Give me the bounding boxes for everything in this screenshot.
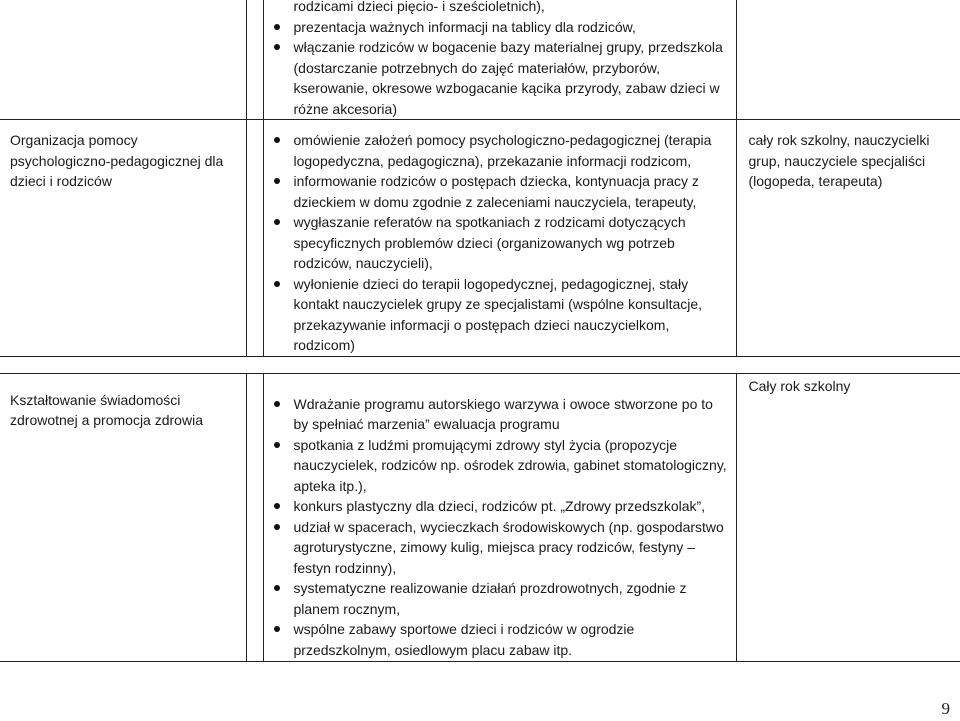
responsible-text: cały rok szkolny, nauczycielki grup, nauczyciele specjaliści (logopeda, terapeuta) bbox=[748, 132, 930, 189]
list-item bbox=[264, 130, 730, 171]
list-item bbox=[264, 394, 730, 435]
list-item bbox=[264, 17, 730, 38]
topic-cell bbox=[0, 0, 246, 120]
responsible-cell bbox=[736, 120, 960, 357]
list-item-text: informowanie rodziców o postępach dziecka, kontynuacja pracy z dzieckiem w domu zgodnie z zaleceniami nauczyciela, terapeuty, bbox=[293, 173, 699, 210]
topic-text bbox=[0, 0, 246, 10]
activities-cell bbox=[263, 120, 736, 357]
responsible-cell bbox=[736, 0, 960, 120]
topic-text: Kształtowanie świadomości zdrowotnej a promocja zdrowia bbox=[10, 391, 203, 428]
bullet-icon bbox=[274, 626, 280, 632]
page-number: 9 bbox=[941, 699, 950, 718]
table-row bbox=[0, 120, 960, 357]
topic-cell bbox=[0, 120, 246, 357]
bullet-icon bbox=[274, 524, 280, 530]
bullet-column-cell bbox=[246, 0, 263, 120]
list-item bbox=[264, 496, 730, 517]
spacer-cell bbox=[0, 356, 960, 373]
list-item-text: Wdrażanie programu autorskiego warzywa i owoce stworzone po to by spełniać marzenia” ewaluacja programu bbox=[293, 395, 713, 432]
responsible-text bbox=[737, 0, 960, 10]
list-item bbox=[264, 619, 730, 660]
bullet-icon bbox=[274, 281, 280, 287]
list-item bbox=[264, 578, 730, 619]
list-item-text: wygłaszanie referatów na spotkaniach z rodzicami dotyczących specyficznych problemów dzieci (organizowanych wg potrzeb rodziców, nauczycieli), bbox=[293, 214, 686, 271]
list-item-text: udział w spacerach, wycieczkach środowiskowych (np. gospodarstwo agroturystyczne, zimowy kulig, miejsca pracy rodziców, festyny – festyn rodzinny), bbox=[293, 518, 724, 576]
list-item bbox=[264, 274, 730, 356]
bullet-icon bbox=[274, 178, 280, 184]
responsible-text: Cały rok szkolny bbox=[748, 377, 851, 394]
topic-cell bbox=[0, 373, 246, 661]
list-item bbox=[264, 0, 730, 17]
table-row bbox=[0, 373, 960, 661]
list-item-text: wyłonienie dzieci do terapii logopedycznej, pedagogicznej, stały kontakt nauczycielek grupy ze specjalistami (wspólne konsultacje, przekazywanie informacji o postępach dzieci nauczycielkom, rodzicom) bbox=[293, 275, 703, 353]
bullet-icon bbox=[274, 137, 280, 143]
bullet-icon bbox=[274, 24, 280, 30]
activities-list bbox=[264, 120, 736, 356]
topic-text: Organizacja pomocy psychologiczno-pedagogicznej dla dzieci i rodziców bbox=[10, 132, 224, 189]
list-item bbox=[264, 517, 730, 579]
bullet-icon bbox=[274, 442, 280, 448]
list-item bbox=[264, 171, 730, 212]
table-row bbox=[0, 0, 960, 120]
list-item-text: prezentacja ważnych informacji na tablicy dla rodziców, bbox=[293, 18, 636, 35]
bullet-icon bbox=[274, 585, 280, 591]
list-item bbox=[264, 212, 730, 274]
activities-list bbox=[264, 374, 736, 661]
activities-cell bbox=[263, 0, 736, 120]
list-item bbox=[264, 435, 730, 497]
list-item-text: spotkania z ludźmi promującymi zdrowy styl życia (propozycje nauczycielek, rodziców np. ośrodek zdrowia, gabinet stomatologiczny, apteka itp.), bbox=[293, 436, 727, 494]
bullet-icon bbox=[274, 503, 280, 509]
activities-cell bbox=[263, 373, 736, 661]
bullet-icon bbox=[274, 44, 280, 50]
bullet-column-cell bbox=[246, 373, 263, 661]
list-item-text: włączanie rodziców w bogacenie bazy materialnej grupy, przedszkola (dostarczanie potrzebnych do zajęć materiałów, przyborów, kserowanie, okresowe wzbogacanie kącika przyrody, zabaw dzieci w różne akcesoria) bbox=[293, 39, 723, 117]
list-item-text: systematyczne realizowanie działań prozdrowotnych, zgodnie z planem rocznym, bbox=[293, 580, 687, 617]
list-item-text: rodzicami dzieci pięcio- i sześcioletnich), bbox=[293, 0, 545, 14]
list-item-text: omówienie założeń pomocy psychologiczno-pedagogicznej (terapia logopedyczna, pedagogiczna), przekazanie informacji rodzicom, bbox=[293, 132, 712, 169]
activities-list bbox=[264, 0, 736, 119]
list-item bbox=[264, 37, 730, 119]
bullet-column-cell bbox=[246, 120, 263, 357]
table-spacer-row bbox=[0, 356, 960, 373]
bullet-icon bbox=[274, 219, 280, 225]
list-item-text: wspólne zabawy sportowe dzieci i rodziców w ogrodzie przedszkolnym, osiedlowym placu zabaw itp. bbox=[293, 621, 635, 658]
responsible-cell bbox=[736, 373, 960, 661]
bullet-icon bbox=[274, 401, 280, 407]
list-item-text: konkurs plastyczny dla dzieci, rodziców pt. „Zdrowy przedszkolak”, bbox=[293, 498, 706, 514]
